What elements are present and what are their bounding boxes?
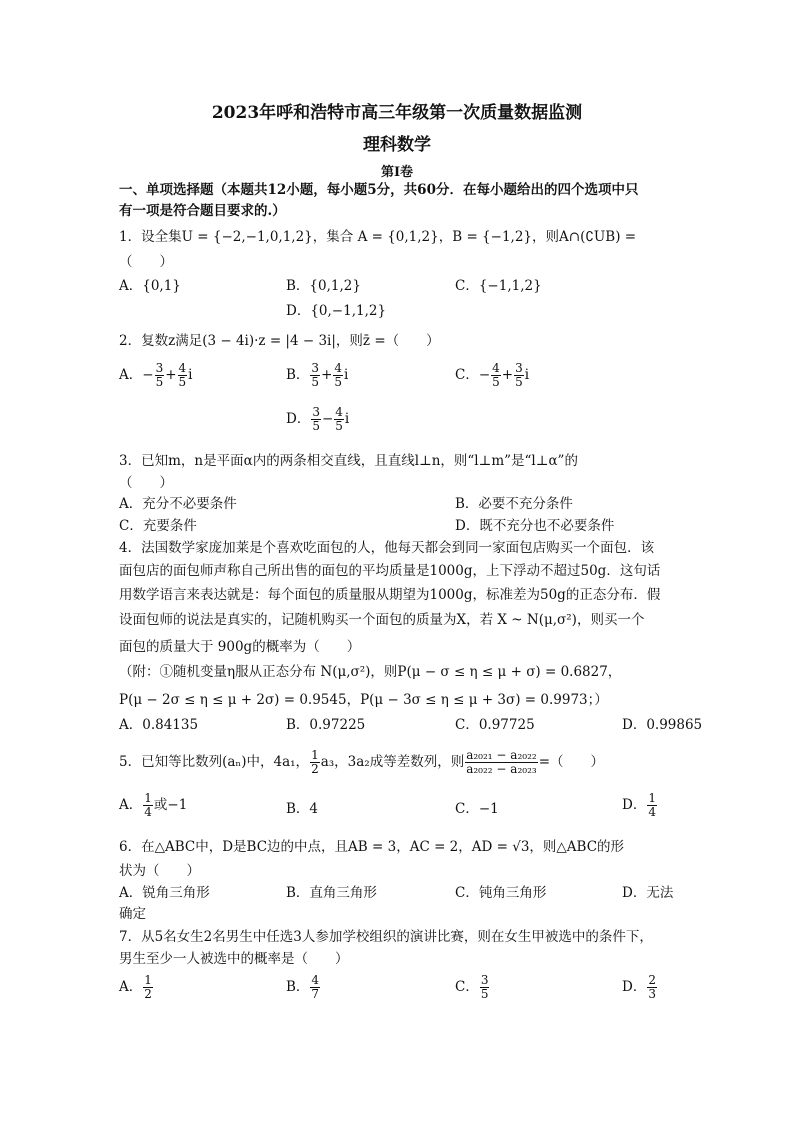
q7-b-prefix: B． <box>286 979 310 995</box>
q2-c-prefix: C．− <box>455 367 491 383</box>
exam-title: 2023年呼和浩特市高三年级第一次质量数据监测 <box>211 103 583 123</box>
q7-a-den: 2 <box>144 987 152 1001</box>
q1-stem: 1．设全集U = {−2,−1,0,1,2}，集合 A = {0,1,2}，B = {−1,2}，则A∩(∁UB) = <box>119 229 637 245</box>
q2-c-frac1 <box>491 362 501 389</box>
q5-part2: a₃，3a₂成等差数列，则 <box>320 754 465 770</box>
q4-option-d: D．0.99865 <box>622 717 703 733</box>
q5-a-suffix: 或−1 <box>153 797 188 813</box>
q4-line6: （附：①随机变量η服从正态分布 N(μ,σ²)，则P(μ − σ ≤ η ≤ μ + σ) = 0.6827， <box>119 664 622 680</box>
q2-option-c <box>455 362 529 389</box>
q7-c-num: 3 <box>480 973 489 987</box>
q4-line5: 面包的质量大于 900g的概率为（ ） <box>119 639 361 655</box>
q1-option-a: A．{0,1} <box>119 278 181 294</box>
q2-c-d1: 5 <box>492 375 500 389</box>
q6-line2: 状为（ ） <box>119 863 200 879</box>
q2-d-mid: − <box>321 411 334 427</box>
q6-line1: 6．在△ABC中，D是BC边的中点，且AB = 3，AC = 2，AD = √3，则△ABC的形 <box>119 839 625 855</box>
q5-part1: 5．已知等比数列(aₙ)中，4a₁， <box>119 754 310 770</box>
exam-volume: 第Ⅰ卷 <box>380 165 414 180</box>
q7-a-num: 1 <box>144 973 152 987</box>
exam-subject: 理科数学 <box>363 135 431 155</box>
q5-a-prefix: A． <box>119 797 143 813</box>
q2-b-suffix: i <box>344 367 349 383</box>
q1-option-d: D．{0,−1,1,2} <box>286 303 387 319</box>
q2-b-d1: 5 <box>311 375 320 389</box>
q3-blank: （ ） <box>119 475 173 491</box>
q2-d-suffix: i <box>344 411 350 427</box>
q6-option-a: A．锐角三角形 <box>119 885 210 901</box>
q7-line2: 男生至少一人被选中的概率是（ ） <box>119 951 349 967</box>
q3-stem: 3．已知m，n是平面α内的两条相交直线，且直线l⊥n，则“l⊥m”是“l⊥α”的 <box>119 453 578 469</box>
q5-a-frac <box>143 792 153 819</box>
q2-c-suffix: i <box>524 367 530 383</box>
q2-c-d2: 5 <box>515 375 523 389</box>
section-instruction-line2: 有一项是符合题目要求的.） <box>119 203 286 219</box>
q6-option-b: B．直角三角形 <box>286 885 377 901</box>
q2-d-d2: 5 <box>335 419 343 433</box>
q2-a-frac2 <box>178 362 188 389</box>
q7-d-prefix: D． <box>622 979 647 995</box>
q2-c-mid: + <box>501 367 514 383</box>
q5-d-den: 4 <box>648 805 656 819</box>
q4-option-b: B．0.97225 <box>286 717 366 733</box>
q2-d-prefix: D． <box>286 411 311 427</box>
q2-b-d2: 5 <box>334 375 343 389</box>
q2-c-frac2 <box>514 362 524 389</box>
q7-line1: 7．从5名女生2名男生中任选3人参加学校组织的演讲比赛，则在女生甲被选中的条件下， <box>119 929 653 945</box>
q2-b-frac1 <box>310 362 320 389</box>
q7-option-d <box>622 974 658 1001</box>
q7-a-frac <box>143 974 153 1001</box>
q7-d-num: 2 <box>648 973 656 987</box>
q2-c-n2: 3 <box>515 361 523 375</box>
q7-c-prefix: C． <box>455 979 479 995</box>
q5-d-prefix: D． <box>622 797 647 813</box>
q1-blank: （ ） <box>119 254 173 270</box>
q2-option-b <box>286 362 348 389</box>
q5-ratio-den: a₂₀₂₂ − a₂₀₂₃ <box>466 762 537 776</box>
q2-d-d1: 5 <box>312 419 320 433</box>
q2-b-n1: 3 <box>311 361 320 375</box>
q4-line7: P(μ − 2σ ≤ η ≤ μ + 2σ) = 0.9545，P(μ − 3σ ≤ η ≤ μ + 3σ) = 0.9973；） <box>119 692 608 708</box>
q7-d-den: 3 <box>648 987 656 1001</box>
q7-b-frac <box>310 974 320 1001</box>
q7-a-prefix: A． <box>119 979 143 995</box>
q5-half-den: 2 <box>311 762 319 776</box>
q7-b-den: 7 <box>311 987 320 1001</box>
q5-d-frac <box>647 792 657 819</box>
q2-option-a <box>119 362 192 389</box>
q2-d-n2: 4 <box>335 405 343 419</box>
q4-line1: 4．法国数学家庞加莱是个喜欢吃面包的人，他每天都会到同一家面包店购买一个面包．该 <box>119 540 655 556</box>
q5-half <box>310 749 320 776</box>
q7-option-a <box>119 974 154 1001</box>
q7-option-b <box>286 974 321 1001</box>
q5-part3: =（ ） <box>538 754 605 770</box>
q5-ratio <box>465 749 537 776</box>
q6-option-d-wrap: 确定 <box>119 906 146 922</box>
q3-option-d: D．既不充分也不必要条件 <box>455 518 615 534</box>
q5-option-a <box>119 792 187 819</box>
q3-option-b: B．必要不充分条件 <box>455 496 573 512</box>
q1-option-c: C．{−1,1,2} <box>455 278 542 294</box>
q1-option-b: B．{0,1,2} <box>286 278 361 294</box>
q6-option-c: C．钝角三角形 <box>455 885 547 901</box>
q7-option-c <box>455 974 490 1001</box>
q4-option-c: C．0.97725 <box>455 717 535 733</box>
q2-d-n1: 3 <box>312 405 320 419</box>
q4-line3: 用数学语言来表达就是：每个面包的质量服从期望为1000g，标准差为50g的正态分布．假 <box>119 587 661 603</box>
q5-option-c: C．−1 <box>455 801 499 817</box>
q5-option-b: B．4 <box>286 801 319 817</box>
q4-line4: 设面包师的说法是真实的，记随机购买一个面包的质量为X，若 X ~ N(μ,σ²)，则买一个 <box>119 612 645 628</box>
q5-option-d <box>622 792 658 819</box>
q2-stem: 2．复数z满足(3 − 4i)·z = |4 − 3i|，则z̄ =（ ） <box>119 333 440 349</box>
q2-a-suffix: i <box>188 367 193 383</box>
q2-a-frac1 <box>155 362 165 389</box>
q2-d-frac1 <box>311 406 321 433</box>
q5-a-num: 1 <box>144 791 152 805</box>
q4-option-a: A．0.84135 <box>119 717 199 733</box>
q2-b-prefix: B． <box>286 367 310 383</box>
q5-half-num: 1 <box>311 748 319 762</box>
q2-option-d <box>286 406 349 433</box>
q2-a-n2: 4 <box>178 361 187 375</box>
q7-b-num: 4 <box>311 973 320 987</box>
q2-a-prefix: A．− <box>119 367 154 383</box>
q2-b-mid: + <box>321 367 333 383</box>
q7-c-den: 5 <box>480 987 489 1001</box>
q7-d-frac <box>647 974 657 1001</box>
q5-a-den: 4 <box>144 805 152 819</box>
q5-ratio-num: a₂₀₂₁ − a₂₀₂₂ <box>466 748 537 762</box>
section-instruction-line1: 一、单项选择题（本题共12小题，每小题5分，共60分．在每小题给出的四个选项中只 <box>119 182 639 198</box>
q3-option-a: A．充分不必要条件 <box>119 496 237 512</box>
q5-stem <box>119 749 604 776</box>
q2-d-frac2 <box>334 406 344 433</box>
q5-d-num: 1 <box>648 791 656 805</box>
q3-option-c: C．充要条件 <box>119 518 197 534</box>
q7-c-frac <box>480 974 490 1001</box>
q2-a-d2: 5 <box>178 375 187 389</box>
q6-option-d: D．无法 <box>622 885 674 901</box>
q2-c-n1: 4 <box>492 361 500 375</box>
q2-a-n1: 3 <box>155 361 164 375</box>
q4-line2: 面包店的面包师声称自己所出售的面包的平均质量是1000g，上下浮动不超过50g．这句话 <box>119 563 661 579</box>
q2-a-mid: + <box>165 367 177 383</box>
q2-a-d1: 5 <box>155 375 164 389</box>
q2-b-frac2 <box>333 362 343 389</box>
q2-b-n2: 4 <box>334 361 343 375</box>
